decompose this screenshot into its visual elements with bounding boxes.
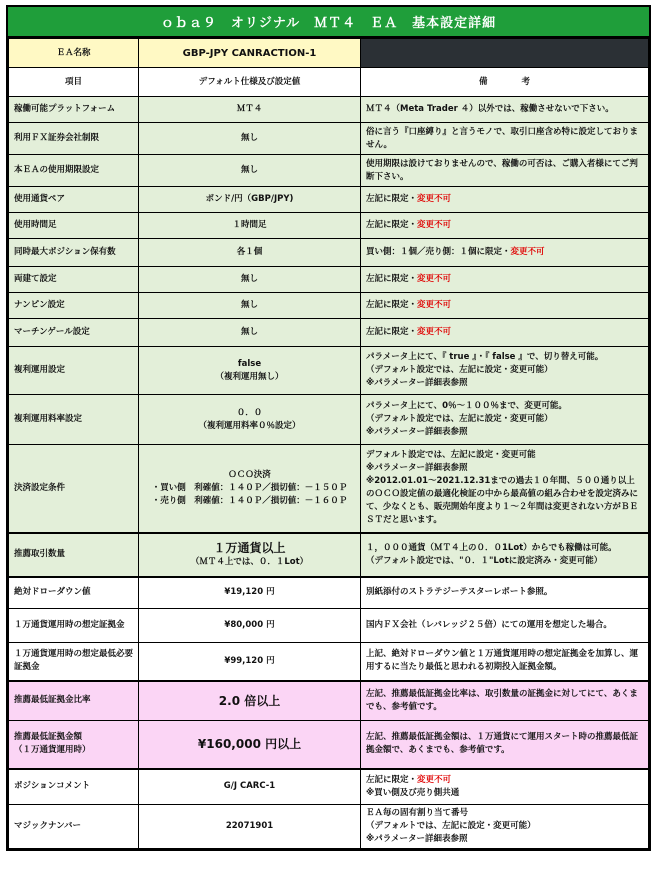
row-note-warning: 変更不可 [510, 247, 545, 257]
row-default-line: ¥99,120 円 [224, 655, 275, 666]
row-item [9, 643, 139, 681]
row-item-label: 使用通貨ペア [14, 194, 66, 204]
row-note-line [366, 326, 643, 339]
row-note-line: ※パラメーター詳細表参照 [366, 378, 468, 388]
row-note-line: ※パラメーター詳細表参照 [366, 834, 468, 844]
header-item: 項目 [9, 68, 139, 97]
row-item-label: 利用ＦＸ証券会社制限 [14, 133, 100, 143]
settings-table [8, 38, 649, 849]
row-note-line: デフォルト設定では、左記に設定・変更可能 [366, 450, 536, 461]
row-item-label: ナンピン設定 [14, 300, 65, 310]
row-default-line: ＯＣＯ決済 [228, 469, 271, 480]
row-note-line: 別紙添付のストラテジーテスターレポート参照。 [366, 587, 553, 598]
row-item [9, 721, 139, 769]
row-default [139, 319, 361, 347]
row-default [139, 577, 361, 609]
table-row [9, 609, 649, 643]
row-item [9, 213, 139, 239]
row-default-line: （複利運用料率０％設定） [198, 420, 301, 431]
row-default [139, 395, 361, 445]
row-note [361, 123, 649, 155]
row-note [361, 293, 649, 319]
row-note-line: パラメータ上にて、『 true 』・『 false 』で、切り替え可能。 [366, 352, 604, 362]
row-item [9, 239, 139, 267]
row-item-label: １万通貨運用時の想定最低必要証拠金 [14, 649, 134, 673]
row-default-line: １時間足 [232, 220, 267, 230]
row-default-line: G/J CARC-1 [223, 781, 276, 792]
row-note-line: ※買い側及び売り側共通 [366, 787, 460, 798]
row-item-label: １万通貨運用時の想定証拠金 [14, 620, 125, 630]
row-item [9, 293, 139, 319]
row-default-line: 無し [240, 327, 258, 337]
table-row [9, 267, 649, 293]
row-note-line [366, 774, 643, 787]
row-note-line: 左記、推薦最低証拠金比率は、取引数量の証拠金に対してにて、あくまでも、参考値です。 [366, 688, 638, 712]
row-item-label: 推薦最低証拠金比率 [14, 695, 91, 706]
row-note [361, 643, 649, 681]
row-default-line: 各１個 [236, 247, 263, 257]
row-note-line [366, 273, 643, 286]
row-note [361, 609, 649, 643]
row-note [361, 805, 649, 849]
ea-name-row [9, 39, 649, 68]
row-item [9, 577, 139, 609]
row-default-line: （ＭＴ４上では、０．１Lot） [190, 557, 309, 567]
row-default [139, 293, 361, 319]
row-note-warning: 変更不可 [417, 300, 452, 310]
row-note-line: ＥＡ毎の固有割り当て番号 [366, 808, 469, 818]
row-note-prefix: 左記に限定・ [366, 194, 418, 204]
ea-name-label: ＥＡ名称 [9, 39, 139, 68]
table-row [9, 319, 649, 347]
row-note-line: （デフォルト設定では、左記に設定・変更可能） [366, 365, 553, 375]
row-note [361, 533, 649, 577]
row-default [139, 721, 361, 769]
row-note-prefix: 左記に限定・ [366, 274, 418, 284]
row-note-line: ＭＴ４（Meta Trader ４）以外では、稼働させないで下さい。 [366, 104, 614, 114]
table-row [9, 681, 649, 721]
row-default [139, 805, 361, 849]
table-row [9, 395, 649, 445]
row-default [139, 681, 361, 721]
row-default [139, 239, 361, 267]
row-default-line: 22071901 [225, 821, 274, 831]
row-default [139, 445, 361, 533]
table-row [9, 187, 649, 213]
row-default [139, 347, 361, 395]
row-note [361, 347, 649, 395]
row-item-label: 使用時間足 [14, 220, 57, 230]
row-item-label: 複利運用設定 [14, 365, 66, 375]
row-note-warning: 変更不可 [417, 220, 452, 230]
header-default: デフォルト仕様及び設定値 [139, 68, 361, 97]
row-item [9, 155, 139, 187]
row-default [139, 267, 361, 293]
table-row [9, 533, 649, 577]
row-item-label: 稼働可能プラットフォーム [14, 104, 116, 114]
row-item-sublabel: （１万通貨運用時） [14, 745, 91, 756]
table-row [9, 239, 649, 267]
row-default-line: ・売り側 利確値：１４０Ｐ／損切値：－１６０Ｐ [151, 495, 348, 506]
row-default-emphasis: ¥160,000 円以上 [197, 737, 302, 752]
row-note-line: ※パラメーター詳細表参照 [366, 427, 468, 437]
row-default-line: ¥80,000 円 [224, 620, 275, 630]
row-item-label: マーチンゲール設定 [14, 327, 90, 337]
row-note [361, 681, 649, 721]
row-note-prefix: 左記に限定・ [366, 327, 418, 337]
row-default-line: （複利運用無し） [215, 371, 284, 382]
row-note [361, 577, 649, 609]
row-note-line: 上記、絶対ドローダウン値と１万通貨運用時の想定証拠金を加算し、運用するに当たり最低と思われる初期投入証拠金額。 [366, 649, 639, 673]
row-note-line: 使用期限は設けておりませんので、稼働の可否は、ご購入者様にてご判断下さい。 [366, 158, 638, 182]
row-note-line: 左記、推薦最低証拠金額は、１万通貨にて運用スタート時の推薦最低証拠金額で、あくまでも、参考値です。 [366, 732, 639, 756]
table-row [9, 347, 649, 395]
row-item-label: 複利運用料率設定 [14, 414, 83, 424]
row-default [139, 643, 361, 681]
row-item-label: 本ＥＡの使用期限設定 [14, 165, 100, 175]
row-note-line: ※2012.01.01～2021.12.31までの過去１０年間、５００通り以上のＯＣＯ設定値の最適化検証の中から最高値の組み合わせを設定済みにて、少なくとも、販売開始年度より１～２年間は変更されない方がＢＥＳＴだと思います。 [366, 476, 639, 526]
row-item [9, 97, 139, 123]
row-item-label: 両建て設定 [14, 274, 57, 284]
row-item [9, 681, 139, 721]
row-note-line [366, 193, 643, 206]
sheet-title: ｏｂａ９ オリジナル ＭＴ４ ＥＡ 基本設定詳細 [8, 7, 649, 38]
row-item [9, 609, 139, 643]
row-note-warning: 変更不可 [417, 327, 452, 337]
row-default [139, 97, 361, 123]
row-note-line [366, 246, 643, 259]
row-item [9, 445, 139, 533]
row-default [139, 155, 361, 187]
row-default [139, 123, 361, 155]
settings-sheet [6, 5, 651, 851]
row-note [361, 97, 649, 123]
table-row [9, 293, 649, 319]
table-row [9, 445, 649, 533]
row-note-line [366, 299, 643, 312]
row-item [9, 187, 139, 213]
row-note [361, 155, 649, 187]
row-note-line: （デフォルト設定では、"０．１"Lotに設定済み・変更可能） [366, 555, 603, 566]
row-default-line: 無し [240, 133, 258, 143]
row-default-line: ０．０ [236, 407, 263, 418]
row-note-prefix: 左記に限定・ [366, 774, 418, 785]
row-note [361, 267, 649, 293]
row-default-line: ・買い側 利確値：１４０Ｐ／損切値：－１５０Ｐ [151, 482, 348, 493]
row-item-label: ポジションコメント [14, 781, 91, 792]
row-note [361, 721, 649, 769]
row-note-line: （デフォルトでは、左記に設定・変更可能） [366, 821, 536, 831]
row-note [361, 319, 649, 347]
row-note [361, 769, 649, 805]
row-default-emphasis: 2.0 倍以上 [218, 693, 281, 708]
row-item-label: マジックナンバー [14, 821, 81, 831]
row-default-line: false [237, 358, 262, 369]
table-row [9, 155, 649, 187]
table-row [9, 97, 649, 123]
row-default-line: 無し [240, 300, 258, 310]
row-item [9, 347, 139, 395]
table-row [9, 123, 649, 155]
row-default-line: 無し [240, 274, 258, 284]
row-item [9, 319, 139, 347]
row-note-prefix: 買い側：１個／売り側：１個に限定・ [366, 247, 511, 257]
row-note-line: （デフォルト設定では、左記に設定・変更可能） [366, 414, 553, 424]
row-note [361, 213, 649, 239]
row-default [139, 187, 361, 213]
row-default-emphasis: １万通貨以上 [213, 541, 286, 555]
row-default [139, 609, 361, 643]
row-note-line: １，０００通貨（ＭＴ４上の０．０1Lot）からでも稼働は可能。 [366, 542, 617, 553]
row-note-line: 俗に言う『口座縛り』と言うモノで、取引口座含め特に設定しておりません。 [366, 126, 639, 150]
row-default-line: ＭＴ４ [236, 104, 263, 114]
header-row [9, 68, 649, 97]
row-note-line [366, 219, 643, 232]
table-row [9, 643, 649, 681]
row-item-label: 絶対ドローダウン値 [14, 587, 91, 598]
row-note-warning: 変更不可 [417, 774, 452, 785]
row-note-prefix: 左記に限定・ [366, 220, 418, 230]
table-row [9, 721, 649, 769]
row-item-label: 推薦取引数量 [14, 549, 66, 559]
row-item [9, 123, 139, 155]
row-note-line: ※パラメーター詳細表参照 [366, 463, 468, 474]
row-note-warning: 変更不可 [417, 194, 452, 204]
row-default-line: 無し [240, 165, 258, 175]
table-row [9, 769, 649, 805]
row-default [139, 533, 361, 577]
row-default [139, 213, 361, 239]
row-item [9, 395, 139, 445]
header-note: 備 考 [361, 68, 649, 97]
row-item-label: 同時最大ポジション保有数 [14, 247, 116, 257]
row-default-line: ポンド/円（GBP/JPY) [205, 194, 294, 204]
row-item [9, 533, 139, 577]
table-row [9, 213, 649, 239]
row-note [361, 239, 649, 267]
row-note [361, 445, 649, 533]
ea-name-filler [361, 39, 649, 68]
row-default-line: ¥19,120 円 [224, 587, 275, 598]
row-note-prefix: 左記に限定・ [366, 300, 418, 310]
row-default [139, 769, 361, 805]
row-item-label: 推薦最低証拠金額 [14, 732, 83, 743]
row-item-label: 決済設定条件 [14, 482, 66, 493]
row-note-line: パラメータ上にて、0％～１００％まで、変更可能。 [366, 401, 567, 411]
row-note [361, 395, 649, 445]
table-row [9, 577, 649, 609]
table-row [9, 805, 649, 849]
ea-name-value: GBP-JPY CANRACTION-1 [139, 39, 361, 68]
row-note-warning: 変更不可 [417, 274, 452, 284]
row-item [9, 769, 139, 805]
row-note [361, 187, 649, 213]
row-note-line: 国内ＦＸ会社（レバレッジ２５倍）にての運用を想定した場合。 [366, 620, 612, 630]
row-item [9, 267, 139, 293]
row-item [9, 805, 139, 849]
